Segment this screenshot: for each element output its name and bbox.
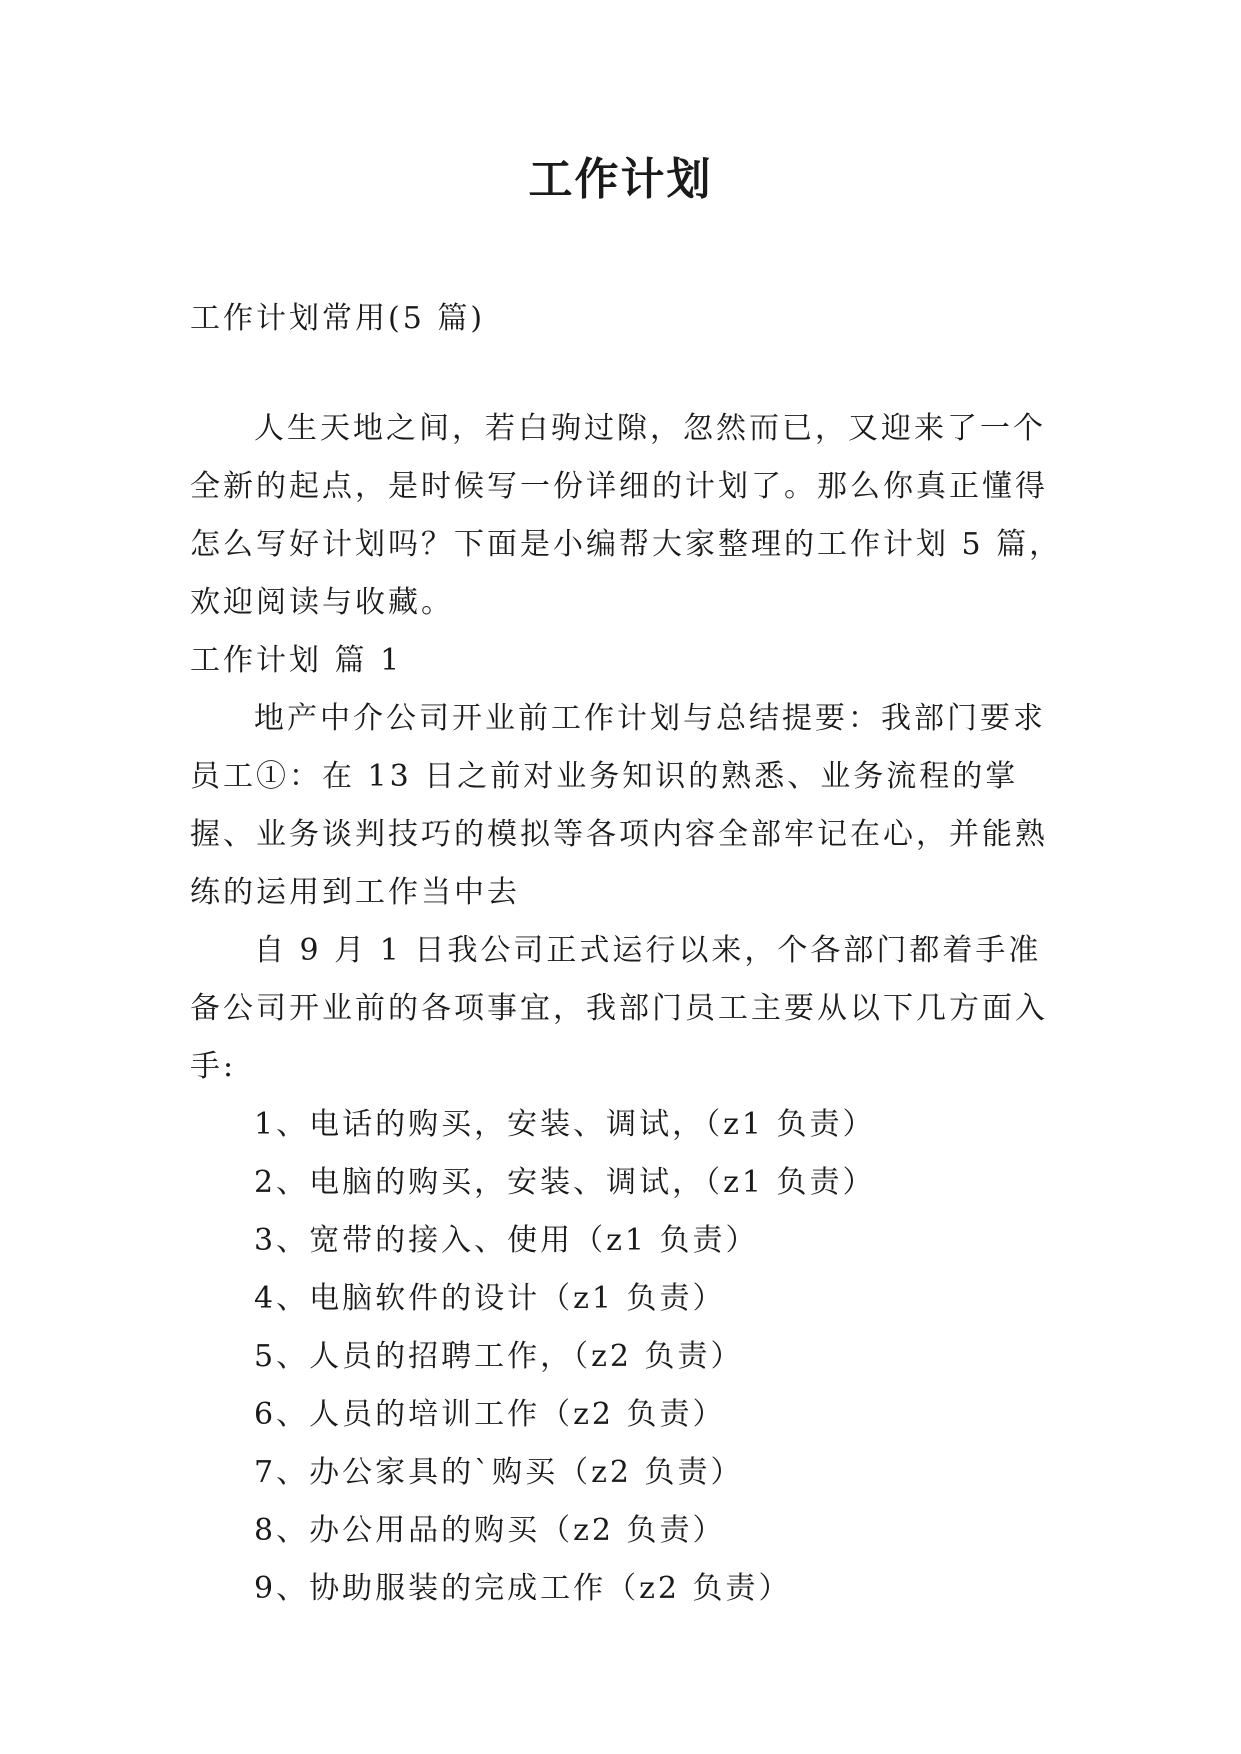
section-heading: 工作计划 篇 1: [190, 643, 403, 678]
body-paragraph-1: 地产中介公司开业前工作计划与总结提要：我部门要求员工①：在 13 日之前对业务知识的熟悉、业务流程的掌握、业务谈判技巧的模拟等各项内容全部牢记在心，并能熟练的运用到工作当中去: [190, 701, 1048, 910]
list-item: 2、电脑的购买，安装、调试，（z1 负责）: [254, 1165, 876, 1200]
list-item: 3、宽带的接入、使用（z1 负责）: [254, 1223, 759, 1258]
list-item: 5、人员的招聘工作，（z2 负责）: [254, 1339, 744, 1374]
document-title: 工作计划: [528, 154, 713, 205]
list-item: 6、人员的培训工作（z2 负责）: [254, 1397, 726, 1432]
intro-paragraph: 人生天地之间，若白驹过隙，忽然而已，又迎来了一个全新的起点，是时候写一份详细的计划了。那么你真正懂得怎么写好计划吗？下面是小编帮大家整理的工作计划 5 篇，欢迎阅读与收藏。: [190, 411, 1063, 620]
list-item: 1、电话的购买，安装、调试，（z1 负责）: [254, 1107, 876, 1142]
list-item: 4、电脑软件的设计（z1 负责）: [254, 1281, 726, 1316]
list-item: 8、办公用品的购买（z2 负责）: [254, 1513, 726, 1548]
document-subtitle: 工作计划常用(5 篇): [190, 301, 486, 336]
list-item: 9、协助服装的完成工作（z2 负责）: [254, 1571, 792, 1606]
list-item: 7、办公家具的`购买（z2 负责）: [254, 1455, 744, 1490]
body-paragraph-2: 自 9 月 1 日我公司正式运行以来，个各部门都着手准备公司开业前的各项事宜，我部门员工主要从以下几方面入手:: [190, 933, 1048, 1084]
document-body: [190, 400, 1070, 1618]
